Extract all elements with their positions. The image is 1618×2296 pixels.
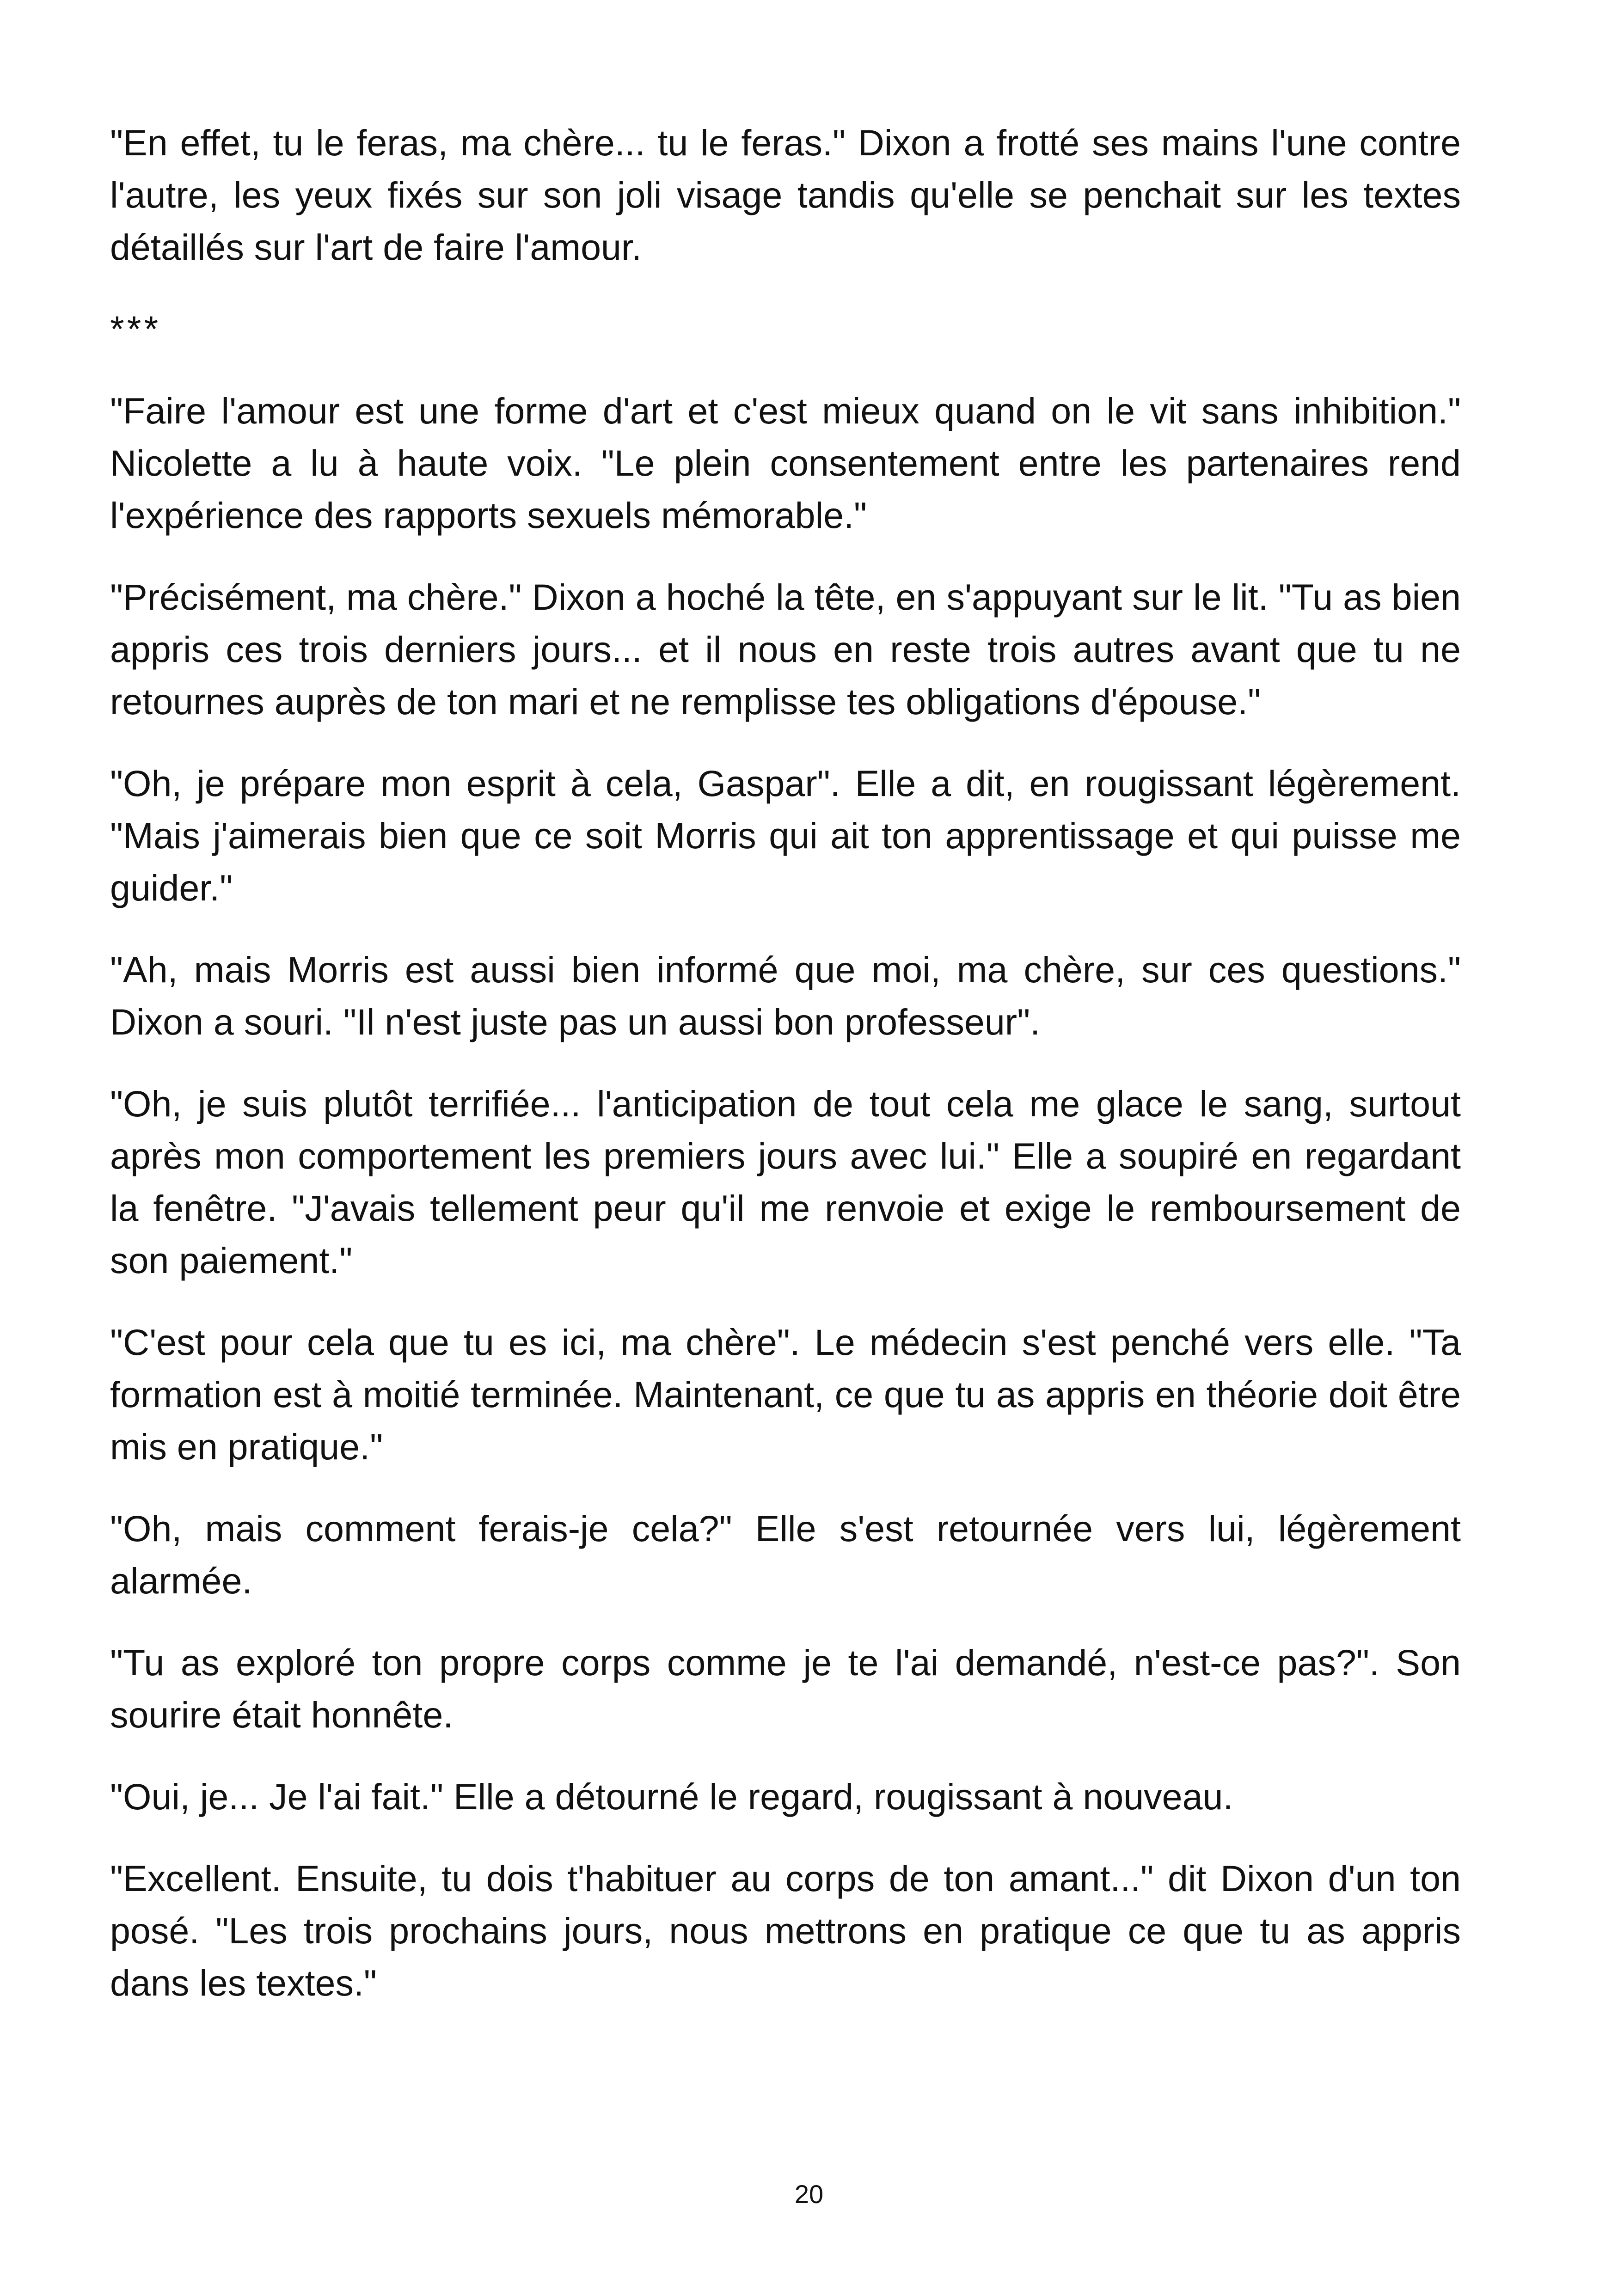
page-number: 20 bbox=[794, 2180, 824, 2209]
paragraph: "Oh, je suis plutôt terrifiée... l'anticipation de tout cela me glace le sang, surtout après mon comportement les premiers jours avec lui." Elle a soupiré en regardant la fenêtre. "J'avais tellement peur qu'il me renvoie et exige le remboursement de son paiement." bbox=[110, 1083, 1461, 1281]
paragraph: "Faire l'amour est une forme d'art et c'est mieux quand on le vit sans inhibition." Nicolette a lu à haute voix. "Le plein consentement entre les partenaires rend l'expérience des rapports sexuels mémorable." bbox=[110, 390, 1461, 536]
paragraph: "Oh, mais comment ferais-je cela?" Elle s'est retournée vers lui, légèrement alarmée. bbox=[110, 1508, 1461, 1601]
paragraph: "Excellent. Ensuite, tu dois t'habituer au corps de ton amant..." dit Dixon d'un ton posé. "Les trois prochains jours, nous mettrons en pratique ce que tu as appris dans les textes." bbox=[110, 1858, 1461, 2003]
paragraph: "Précisément, ma chère." Dixon a hoché la tête, en s'appuyant sur le lit. "Tu as bien appris ces trois derniers jours... et il nous en reste trois autres avant que tu ne retournes auprès de ton mari et ne remplisse tes obligations d'épouse." bbox=[110, 576, 1461, 722]
paragraph: "C'est pour cela que tu es ici, ma chère". Le médecin s'est penché vers elle. "Ta formation est à moitié terminée. Maintenant, ce que tu as appris en théorie doit être mis en pratique." bbox=[110, 1322, 1461, 1467]
body-text bbox=[110, 116, 1461, 2039]
paragraph: "Tu as exploré ton propre corps comme je te l'ai demandé, n'est-ce pas?". Son sourire était honnête. bbox=[110, 1642, 1461, 1735]
paragraph: "Oui, je... Je l'ai fait." Elle a détourné le regard, rougissant à nouveau. bbox=[110, 1776, 1233, 1817]
paragraph: "Oh, je prépare mon esprit à cela, Gaspar". Elle a dit, en rougissant légèrement. "Mais j'aimerais bien que ce soit Morris qui ait ton apprentissage et qui puisse me guider." bbox=[110, 763, 1461, 908]
paragraph: "En effet, tu le feras, ma chère... tu le feras." Dixon a frotté ses mains l'une contre l'autre, les yeux fixés sur son joli visage tandis qu'elle se penchait sur les textes détaillés sur l'art de faire l'amour. bbox=[110, 122, 1461, 268]
paragraph: "Ah, mais Morris est aussi bien informé que moi, ma chère, sur ces questions." Dixon a souri. "Il n'est juste pas un aussi bon professeur". bbox=[110, 949, 1461, 1042]
scene-break: *** bbox=[110, 308, 161, 349]
